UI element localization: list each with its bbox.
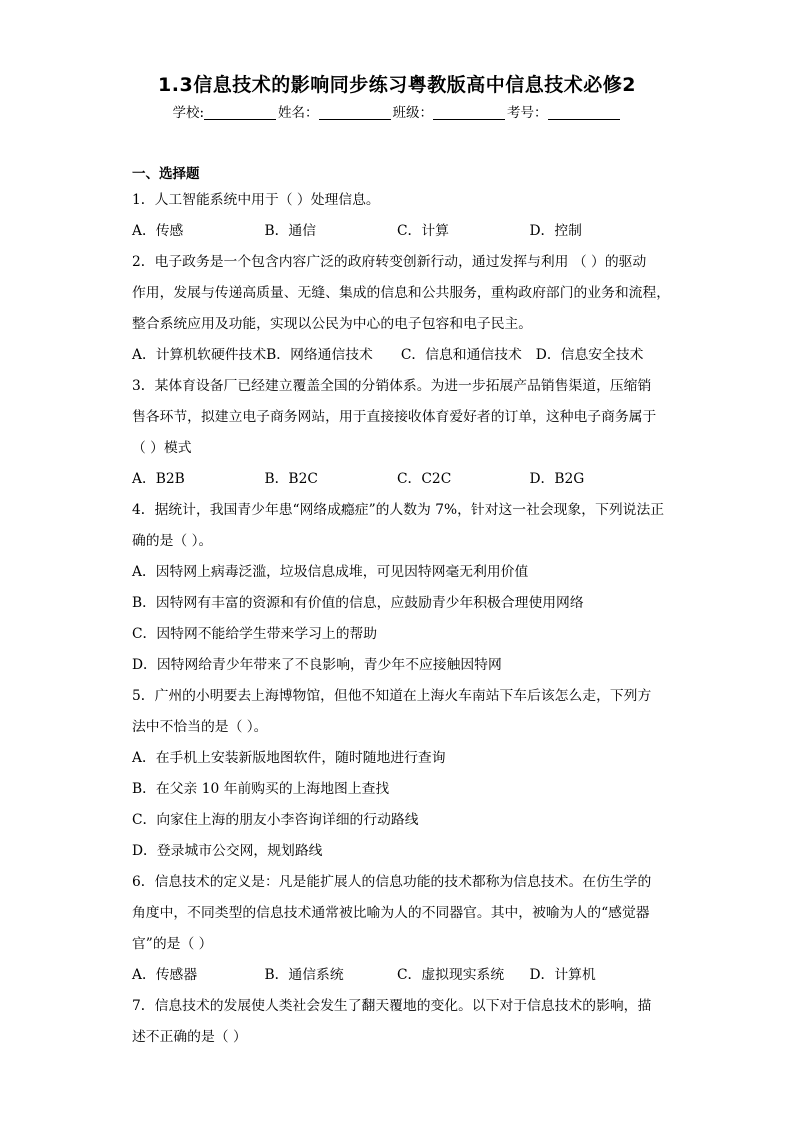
option-d: D．信息安全技术 (535, 347, 644, 363)
question-1-stem: 1．人工智能系统中用于（ ）处理信息。 (132, 192, 380, 208)
page-title: 1.3信息技术的影响同步练习粤教版高中信息技术必修2 (158, 74, 636, 96)
question-2-options (132, 340, 662, 371)
option-d: D．计算机 (529, 967, 596, 983)
option-c: C．计算 (397, 223, 449, 239)
question-3-options (132, 464, 662, 495)
option-c: C．因特网不能给学生带来学习上的帮助 (132, 626, 378, 642)
option-a: A．B2B (132, 471, 185, 487)
number-label: 考号： (507, 105, 548, 121)
option-c: C．虚拟现实系统 (397, 967, 505, 983)
option-b: B．通信 (264, 223, 317, 239)
option-a: A．传感器 (132, 967, 198, 983)
option-b: B．网络通信技术 (266, 347, 373, 363)
option-d: D．因特网给青少年带来了不良影响，青少年不应接触因特网 (132, 657, 502, 673)
number-blank (548, 105, 620, 120)
question-3-line: 3．某体育设备厂已经建立覆盖全国的分销体系。为进一步拓展产品销售渠道，压缩销 (132, 378, 652, 394)
option-c: C．信息和通信技术 (400, 347, 522, 363)
question-2-line: 2．电子政务是一个包含内容广泛的政府转变创新行动，通过发挥与利用 （ ）的驱动 (132, 254, 647, 270)
option-b: B．B2C (264, 471, 318, 487)
option-a: A．传感 (132, 223, 184, 239)
option-b: B．因特网有丰富的资源和有价值的信息，应鼓励青少年积极合理使用网络 (132, 595, 584, 611)
question-4-line: 4．据统计，我国青少年患“网络成瘾症”的人数为 7%，针对这一社会现象，下列说法正 (132, 502, 665, 518)
question-5-line: 法中不恰当的是（ ）。 (132, 719, 268, 735)
option-a: A．计算机软硬件技术 (132, 347, 267, 363)
option-d: D．控制 (529, 223, 582, 239)
question-3-line: 售各环节，拟建立电子商务网站，用于直接接收体育爱好者的订单，这种电子商务属于 (132, 409, 657, 425)
question-7-line: 述不正确的是（ ） (132, 1029, 247, 1045)
question-6-line: 官”的是（ ） (132, 936, 213, 952)
school-label: 学校: (172, 105, 205, 121)
section-heading: 一、选择题 (132, 166, 200, 182)
question-4-line: 确的是（ ）。 (132, 533, 213, 549)
name-blank (319, 105, 391, 120)
question-list (132, 163, 671, 1053)
name-label: 姓名： (278, 105, 319, 121)
student-info-row (0, 101, 794, 121)
question-3-line: （ ）模式 (132, 440, 192, 456)
option-a: A．因特网上病毒泛滥，垃圾信息成堆，可见因特网毫无利用价值 (132, 564, 529, 580)
question-6-options (132, 960, 662, 991)
question-7-line: 7．信息技术的发展使人类社会发生了翻天覆地的变化。以下对于信息技术的影响，描 (132, 998, 652, 1014)
question-1-options (132, 216, 662, 247)
question-2-line: 整合系统应用及功能，实现以公民为中心的电子包容和电子民主。 (132, 316, 533, 332)
class-blank (433, 105, 505, 120)
question-2-line: 作用，发展与传递高质量、无缝、集成的信息和公共服务，重构政府部门的业务和流程， (132, 285, 671, 301)
option-b: B．在父亲 10 年前购买的上海地图上查找 (132, 781, 390, 797)
option-b: B．通信系统 (264, 967, 344, 983)
school-blank (204, 105, 276, 120)
question-5-line: 5．广州的小明要去上海博物馆，但他不知道在上海火车南站下车后该怎么走，下列方 (132, 688, 652, 704)
option-d: D．B2G (529, 471, 585, 487)
question-6-line: 6．信息技术的定义是：凡是能扩展人的信息功能的技术都称为信息技术。在仿生学的 (132, 874, 652, 890)
option-a: A．在手机上安装新版地图软件，随时随地进行查询 (132, 750, 446, 766)
option-d: D．登录城市公交网，规划路线 (132, 843, 323, 859)
option-c: C．C2C (397, 471, 452, 487)
option-c: C．向家住上海的朋友小李咨询详细的行动路线 (132, 812, 419, 828)
question-6-line: 角度中，不同类型的信息技术通常被比喻为人的不同器官。其中，被喻为人的“感觉器 (132, 905, 650, 921)
class-label: 班级： (392, 105, 434, 121)
